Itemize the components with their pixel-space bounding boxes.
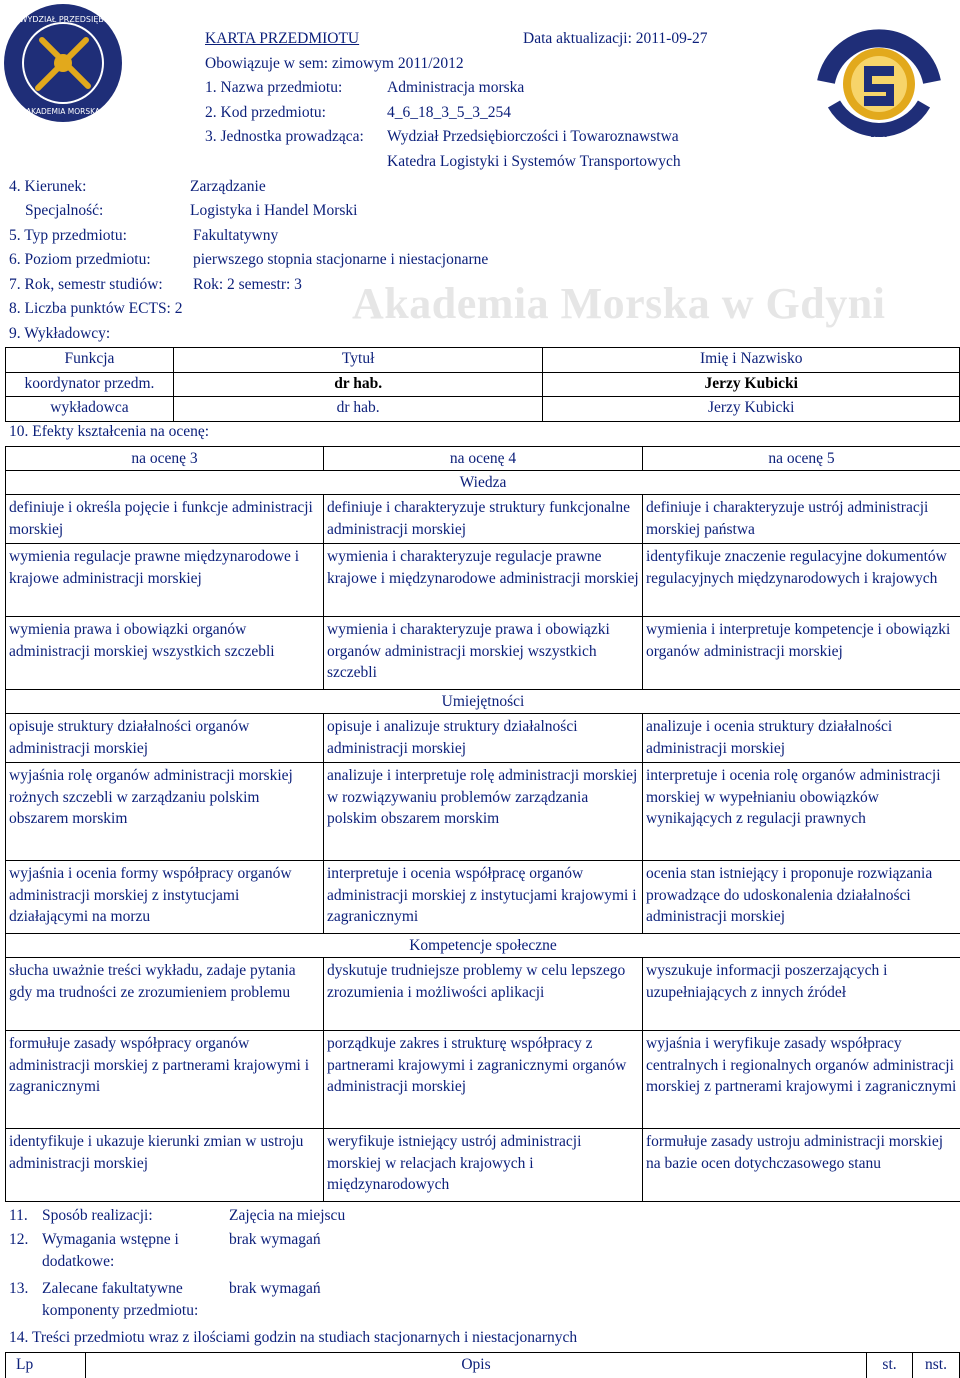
section-title-knowledge: Wiedza [6, 471, 960, 495]
unit-label: 3. Jednostka prowadząca: [205, 128, 364, 145]
specialty-value: Logistyka i Handel Morski [190, 202, 358, 219]
outcome-cell: formułuje zasady ustroju administracji morskiej na bazie ocen dotychczasowego stanu [643, 1129, 960, 1202]
outcome-row [6, 544, 960, 617]
course-type-label: 5. Typ przedmiotu: [9, 227, 127, 244]
grade-3-header: na ocenę 3 [6, 447, 324, 471]
grade-header-row [6, 447, 960, 471]
item-12-value: brak wymagań [229, 1231, 321, 1248]
outcome-cell: identyfikuje i ukazuje kierunki zmian w ustroju administracji morskiej [6, 1129, 324, 1202]
outcome-cell: opisuje struktury działalności organów administracji morskiej [6, 714, 324, 763]
column-header-full-time: st. [867, 1353, 913, 1378]
column-header-part-time: nst. [913, 1353, 960, 1378]
outcome-cell: formułuje zasady współpracy organów administracji morskiej z partnerami krajowymi i zagranicznymi [6, 1031, 324, 1129]
watermark: Akademia Morska w Gdyni [352, 279, 886, 328]
field-label: 4. Kierunek: [9, 178, 87, 195]
svg-text:WYDZIAŁ PRZEDSIĘB.: WYDZIAŁ PRZEDSIĘB. [19, 15, 107, 24]
specialty-label: Specjalność: [25, 202, 104, 219]
unit-faculty: Wydział Przedsiębiorczości i Towaroznawstwa [387, 128, 679, 145]
course-code-label: 2. Kod przedmiotu: [205, 104, 326, 121]
lecturer-name: Jerzy Kubicki [543, 372, 960, 397]
grade-5-header: na ocenę 5 [643, 447, 960, 471]
lecturer-row [6, 372, 960, 397]
ects-points: 8. Liczba punktów ECTS: 2 [9, 300, 183, 317]
outcome-row [6, 714, 960, 763]
item-12-number: 12. [9, 1231, 29, 1248]
svg-text:AKADEMIA MORSKA: AKADEMIA MORSKA [25, 107, 101, 116]
outcome-cell: interpretuje i ocenia współpracę organów administracji morskiej z instytucjami krajowymi i zagranicznymi [324, 861, 643, 934]
outcome-cell: dyskutuje trudniejsze problemy w celu lepszego zrozumienia i możliwości aplikacji [324, 958, 643, 1031]
column-header: Funkcja [6, 348, 174, 373]
outcome-cell: opisuje i analizuje struktury działalności administracji morskiej [324, 714, 643, 763]
year-semester-value: Rok: 2 semestr: 3 [193, 276, 302, 293]
unit-department: Katedra Logistyki i Systemów Transportowych [387, 153, 681, 170]
item-13-number: 13. [9, 1280, 29, 1297]
outcome-cell: wymienia prawa i obowiązki organów administracji morskiej wszystkich szczebli [6, 617, 324, 690]
outcome-row [6, 958, 960, 1031]
outcome-cell: wymienia regulacje prawne międzynarodowe i krajowe administracji morskiej [6, 544, 324, 617]
course-code-value: 4_6_18_3_5_3_254 [387, 104, 511, 121]
item-13-label-line1: Zalecane fakultatywne [42, 1280, 183, 1297]
valid-semester: Obowiązuje w sem: zimowym 2011/2012 [205, 55, 464, 72]
lecturer-function: koordynator przedm. [6, 372, 174, 397]
university-logo [812, 4, 946, 154]
outcomes-label: 10. Efekty kształcenia na ocenę: [9, 423, 210, 440]
lecturers-label: 9. Wykładowcy: [9, 325, 111, 342]
item-12-label-line2: dodatkowe: [42, 1253, 115, 1270]
outcome-cell: wymienia i charakteryzuje prawa i obowiązki organów administracji morskiej wszystkich szczebli [324, 617, 643, 690]
outcome-row [6, 617, 960, 690]
section-header-row [6, 690, 960, 714]
item-11-number: 11. [9, 1207, 28, 1224]
outcome-cell: analizuje i interpretuje rolę administracji morskiej w rozwiązywaniu problemów zarządzania polskim obszarem morskim [324, 763, 643, 861]
outcome-cell: ocenia stan istniejący i proponuje rozwiązania prowadzące do udoskonalenia działalności administracji morskiej [643, 861, 960, 934]
column-header: Tytuł [173, 348, 543, 373]
outcome-row [6, 1031, 960, 1129]
field-value: Zarządzanie [190, 178, 266, 195]
item-13-value: brak wymagań [229, 1280, 321, 1297]
outcome-cell: analizuje i ocenia struktury działalności administracji morskiej [643, 714, 960, 763]
item-11-value: Zajęcia na miejscu [229, 1207, 346, 1224]
outcome-cell: definiuje i charakteryzuje ustrój administracji morskiej państwa [643, 495, 960, 544]
outcome-row [6, 763, 960, 861]
outcome-row [6, 1129, 960, 1202]
column-header-description: Opis [85, 1353, 866, 1378]
item-11-label: Sposób realizacji: [42, 1207, 153, 1224]
outcome-cell: identyfikuje znaczenie regulacyjne dokumentów regulacyjnych międzynarodowych i krajowych [643, 544, 960, 617]
faculty-logo [2, 2, 124, 124]
item-12-label-line1: Wymagania wstępne i [42, 1231, 179, 1248]
outcome-cell: wyjaśnia i ocenia formy współpracy organów administracji morskiej z instytucjami działającymi na morzu [6, 861, 324, 934]
outcome-cell: definiuje i określa pojęcie i funkcje administracji morskiej [6, 495, 324, 544]
section-title-social-competences: Kompetencje społeczne [6, 934, 960, 958]
lecturer-name: Jerzy Kubicki [543, 397, 960, 422]
lecturer-row [6, 397, 960, 422]
outcome-row [6, 495, 960, 544]
outcome-row [6, 861, 960, 934]
outcome-cell: wyszukuje informacji poszerzających i uzupełniających z innych źródeł [643, 958, 960, 1031]
outcome-cell: wymienia i interpretuje kompetencje i obowiązki organów administracji morskiej [643, 617, 960, 690]
course-type-value: Fakultatywny [193, 227, 279, 244]
column-header: Imię i Nazwisko [543, 348, 960, 373]
outcome-cell: wymienia i charakteryzuje regulacje prawne krajowe i międzynarodowe administracji morskiej [324, 544, 643, 617]
course-name-label: 1. Nazwa przedmiotu: [205, 79, 343, 96]
section-header-row [6, 934, 960, 958]
outcome-cell: interpretuje i ocenia rolę organów administracji morskiej w wypełnianiu obowiązków wynikających z regulacji prawnych [643, 763, 960, 861]
outcome-cell: słucha uważnie treści wykładu, zadaje pytania gdy ma trudności ze zrozumieniem problemu [6, 958, 324, 1031]
svg-text:1920: 1920 [870, 131, 888, 139]
lecturers-header-row [6, 348, 960, 373]
course-level-value: pierwszego stopnia stacjonarne i niestacjonarne [193, 251, 489, 268]
content-header-row [6, 1353, 960, 1378]
item-14-label: 14. Treści przedmiotu wraz z ilościami godzin na studiach stacjonarnych i niestacjonarnych [9, 1329, 578, 1346]
item-13-label-line2: komponenty przedmiotu: [42, 1302, 199, 1319]
lecturers-table [5, 347, 960, 422]
lecturer-function: wykładowca [6, 397, 174, 422]
lecturer-title: dr hab. [173, 372, 543, 397]
year-semester-label: 7. Rok, semestr studiów: [9, 276, 163, 293]
course-level-label: 6. Poziom przedmiotu: [9, 251, 151, 268]
outcome-cell: porządkuje zakres i strukturę współpracy z partnerami krajowymi i zagranicznymi organów administracji morskiej [324, 1031, 643, 1129]
course-content-table [5, 1352, 960, 1378]
outcome-cell: wyjaśnia rolę organów administracji morskiej rożnych szczebli w zarządzaniu polskim obszarem morskim [6, 763, 324, 861]
column-header-lp: Lp [6, 1353, 86, 1378]
section-header-row [6, 471, 960, 495]
grade-4-header: na ocenę 4 [324, 447, 643, 471]
section-title-skills: Umiejętności [6, 690, 960, 714]
outcome-cell: wyjaśnia i weryfikuje zasady współpracy centralnych i regionalnych organów administracji morskiej z partnerami krajowymi i zagranicznymi [643, 1031, 960, 1129]
learning-outcomes-table [5, 446, 960, 1202]
update-date: Data aktualizacji: 2011-09-27 [523, 30, 708, 47]
lecturer-title: dr hab. [173, 397, 543, 422]
course-name-value: Administracja morska [387, 79, 525, 96]
card-title[interactable]: KARTA PRZEDMIOTU [205, 30, 360, 47]
outcome-cell: definiuje i charakteryzuje struktury funkcjonalne administracji morskiej [324, 495, 643, 544]
outcome-cell: weryfikuje istniejący ustrój administracji morskiej w relacjach krajowych i międzynarodowych [324, 1129, 643, 1202]
